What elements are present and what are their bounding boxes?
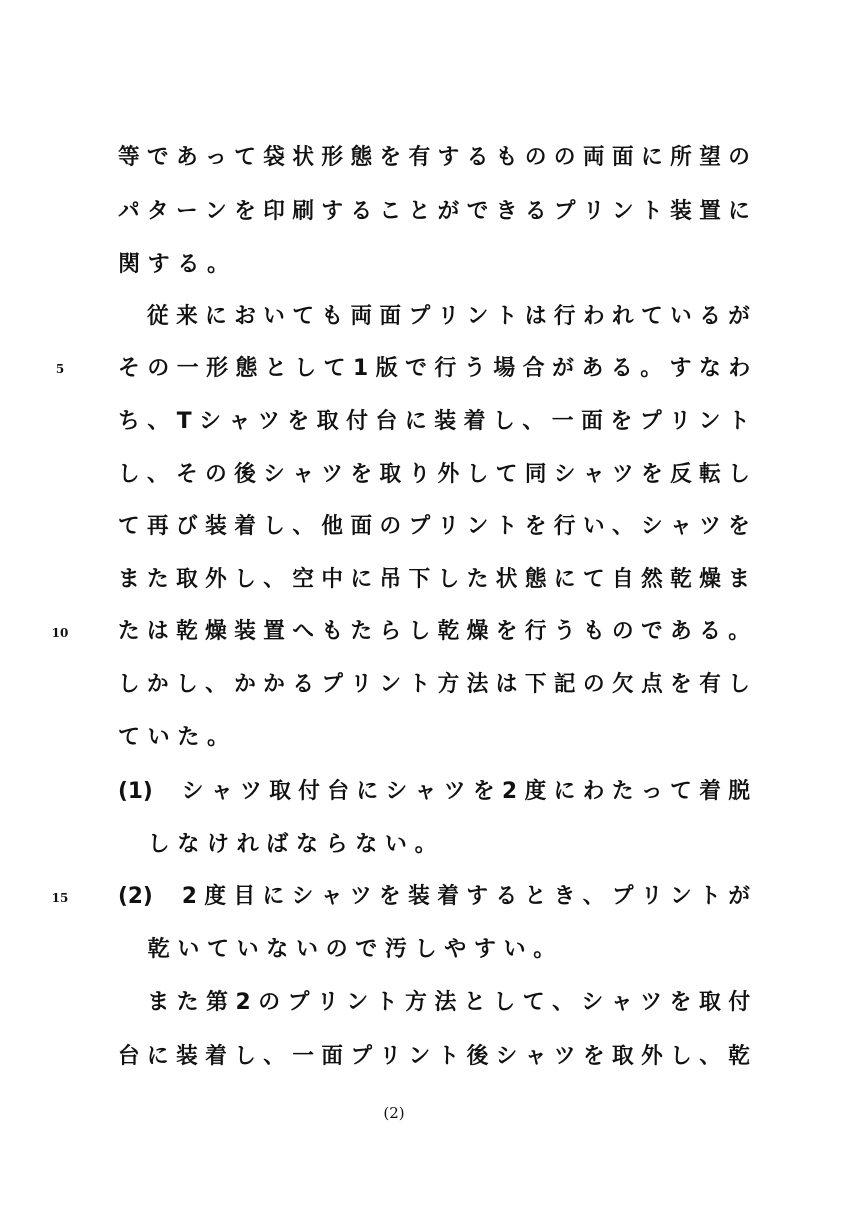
list-item-1: (1) シ ャ ツ 取 付 台 に シ ャ ツ を 2 度 に わ た っ て 着 脱 bbox=[118, 779, 750, 804]
line-number-15: 15 bbox=[51, 891, 69, 905]
body-line: し か し 、 か か る プ リ ン ト 方 法 は 下 記 の 欠 点 を 有 し bbox=[118, 672, 750, 697]
list-item-1-continuation: し な け れ ば な ら な い 。 bbox=[118, 832, 437, 857]
body-line: た は 乾 燥 装 置 へ も た ら し 乾 燥 を 行 う も の で あ る 。 bbox=[118, 619, 750, 644]
body-line: し 、 そ の 後 シ ャ ツ を 取 り 外 し て 同 シ ャ ツ を 反 転 し bbox=[118, 462, 750, 487]
body-line: て 再 び 装 着 し 、 他 面 の プ リ ン ト を 行 い 、 シ ャ ツ を bbox=[118, 514, 750, 539]
body-line: 関 す る 。 bbox=[118, 252, 229, 277]
list-item-2-continuation: 乾 い て い な い の で 汚 し や す い 。 bbox=[118, 937, 556, 962]
body-line: 等 で あ っ て 袋 状 形 態 を 有 す る も の の 両 面 に 所 望 の bbox=[118, 145, 750, 170]
page-number: (2) bbox=[383, 1104, 405, 1122]
body-line: ち 、 T シ ャ ツ を 取 付 台 に 装 着 し 、 一 面 を プ リ ン ト bbox=[118, 409, 750, 434]
body-line: ま た 取 外 し 、 空 中 に 吊 下 し た 状 態 に て 自 然 乾 燥 ま bbox=[118, 567, 750, 592]
body-line: ま た 第 2 の プ リ ン ト 方 法 と し て 、 シ ャ ツ を 取 付 bbox=[118, 990, 751, 1015]
body-line: パ タ ー ン を 印 刷 す る こ と が で き る プ リ ン ト 装 置 に bbox=[118, 199, 750, 224]
body-line: そ の 一 形 態 と し て 1 版 で 行 う 場 合 が あ る 。 す な わ bbox=[118, 356, 751, 381]
body-line: 台 に 装 着 し 、 一 面 プ リ ン ト 後 シ ャ ツ を 取 外 し 、 乾 bbox=[118, 1044, 750, 1069]
line-number-5: 5 bbox=[55, 362, 65, 376]
list-item-2: (2) 2 度 目 に シ ャ ツ を 装 着 す る と き 、 プ リ ン ト が bbox=[118, 884, 750, 909]
body-line: て い た 。 bbox=[118, 725, 229, 750]
body-line: 従 来 に お い て も 両 面 プ リ ン ト は 行 わ れ て い る が bbox=[118, 304, 750, 329]
line-number-10: 10 bbox=[51, 626, 69, 640]
